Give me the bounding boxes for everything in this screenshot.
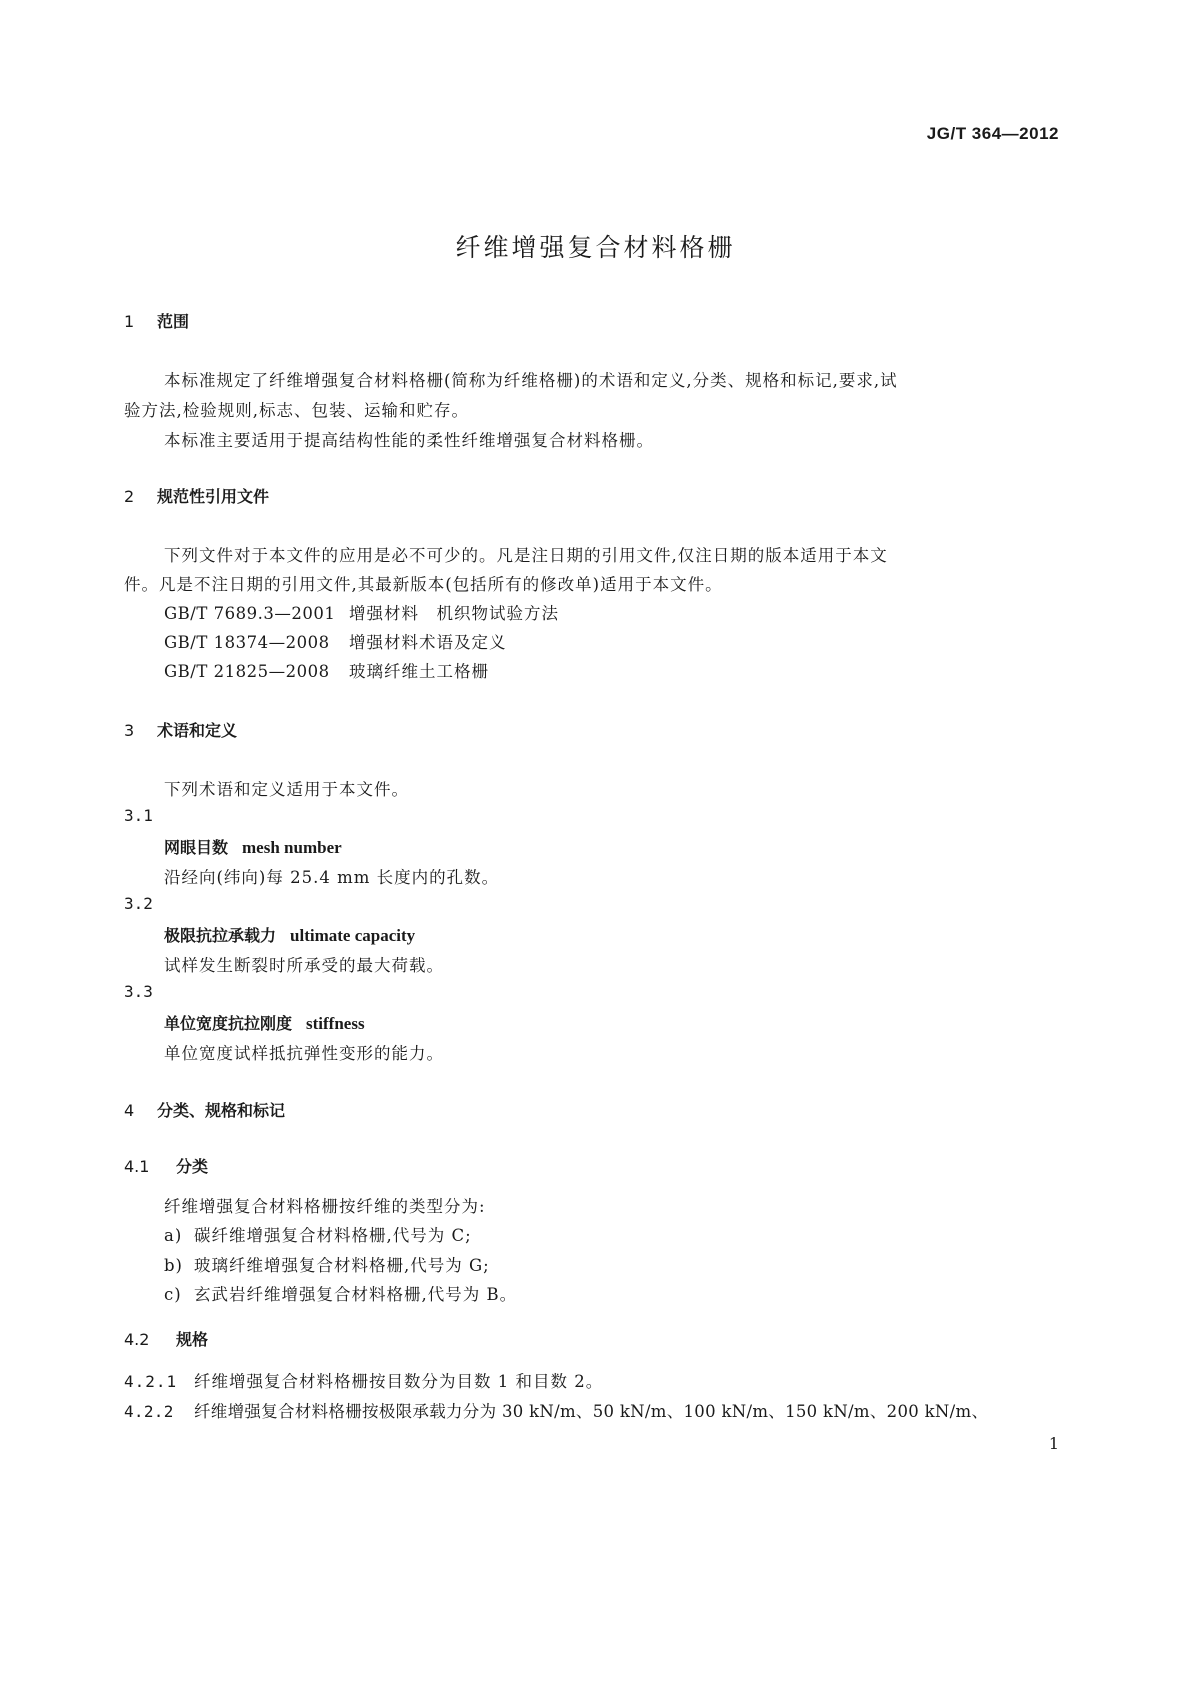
term-entry	[164, 835, 342, 858]
reference-code: GB/T 21825—2008	[164, 662, 330, 681]
section-title: 分类、规格和标记	[157, 1101, 286, 1120]
subsection-title: 分类	[176, 1157, 209, 1176]
paragraph-line: 下列术语和定义适用于本文件。	[164, 780, 409, 799]
standard-number: JG/T 364—2012	[926, 124, 1059, 143]
section-title: 术语和定义	[157, 721, 238, 740]
reference-code: GB/T 7689.3—2001	[164, 604, 336, 623]
clause-text: 纤维增强复合材料格栅按极限承载力分为 30 kN/m、50 kN/m、100 kN/m、150 kN/m、200 kN/m、	[194, 1402, 989, 1421]
term-english: stiffness	[306, 1014, 365, 1033]
paragraph-line: 件。凡是不注日期的引用文件,其最新版本(包括所有的修改单)适用于本文件。	[124, 575, 723, 594]
list-item	[164, 1222, 472, 1246]
term-definition: 沿经向(纬向)每 25.4 mm 长度内的孔数。	[164, 868, 500, 887]
section-4-heading	[124, 1098, 285, 1121]
clause-4-2-2	[124, 1398, 988, 1422]
section-1-heading	[124, 309, 189, 332]
paragraph-line: 验方法,检验规则,标志、包装、运输和贮存。	[124, 401, 469, 420]
term-number: 3.3	[124, 982, 153, 1001]
reference-code: GB/T 18374—2008	[164, 633, 330, 652]
subsection-4-2-heading	[124, 1327, 208, 1350]
list-marker: b)	[164, 1256, 183, 1275]
section-number: 4	[124, 1101, 135, 1120]
reference-name: 增强材料术语及定义	[349, 633, 507, 652]
list-marker: a)	[164, 1226, 183, 1245]
document-title: 纤维增强复合材料格栅	[455, 233, 736, 262]
term-number: 3.1	[124, 806, 153, 825]
section-number: 3	[124, 721, 135, 740]
paragraph-line: 本标准规定了纤维增强复合材料格栅(简称为纤维格栅)的术语和定义,分类、规格和标记,要求,试	[164, 371, 898, 390]
clause-number: 4.2.2	[124, 1402, 174, 1421]
subsection-title: 规格	[176, 1330, 209, 1349]
subsection-number: 4.1	[124, 1157, 150, 1176]
normative-reference	[164, 658, 489, 682]
subsection-number: 4.2	[124, 1330, 150, 1349]
paragraph-line: 本标准主要适用于提高结构性能的柔性纤维增强复合材料格栅。	[164, 431, 654, 450]
section-3-heading	[124, 718, 237, 741]
list-item-text: 碳纤维增强复合材料格栅,代号为 C;	[194, 1226, 472, 1245]
term-number: 3.2	[124, 894, 153, 913]
paragraph-line: 纤维增强复合材料格栅按纤维的类型分为:	[164, 1197, 486, 1216]
term-entry	[164, 1011, 365, 1034]
normative-reference	[164, 629, 507, 653]
list-item	[164, 1281, 517, 1305]
section-number: 1	[124, 312, 135, 331]
page-number: 1	[1048, 1434, 1059, 1453]
normative-reference	[164, 600, 559, 624]
term-english: ultimate capacity	[290, 926, 416, 945]
list-item-text: 玄武岩纤维增强复合材料格栅,代号为 B。	[194, 1285, 518, 1304]
term-entry	[164, 923, 415, 946]
section-2-heading	[124, 484, 269, 507]
subsection-4-1-heading	[124, 1154, 208, 1177]
term-chinese: 单位宽度抗拉刚度	[164, 1014, 293, 1033]
list-item-text: 玻璃纤维增强复合材料格栅,代号为 G;	[194, 1256, 490, 1275]
term-chinese: 极限抗拉承载力	[164, 926, 277, 945]
section-title: 范围	[157, 312, 190, 331]
term-english: mesh number	[242, 838, 342, 857]
term-definition: 单位宽度试样抵抗弹性变形的能力。	[164, 1044, 444, 1063]
section-title: 规范性引用文件	[157, 487, 270, 506]
list-marker: c)	[164, 1285, 182, 1304]
term-definition: 试样发生断裂时所承受的最大荷载。	[164, 956, 444, 975]
reference-name: 玻璃纤维土工格栅	[349, 662, 489, 681]
reference-name: 增强材料 机织物试验方法	[349, 604, 559, 623]
paragraph-line: 下列文件对于本文件的应用是必不可少的。凡是注日期的引用文件,仅注日期的版本适用于本文	[164, 546, 888, 565]
clause-number: 4.2.1	[124, 1372, 178, 1391]
list-item	[164, 1252, 490, 1276]
clause-4-2-1	[124, 1368, 603, 1392]
section-number: 2	[124, 487, 135, 506]
clause-text: 纤维增强复合材料格栅按目数分为目数 1 和目数 2。	[194, 1372, 604, 1391]
term-chinese: 网眼目数	[164, 838, 229, 857]
